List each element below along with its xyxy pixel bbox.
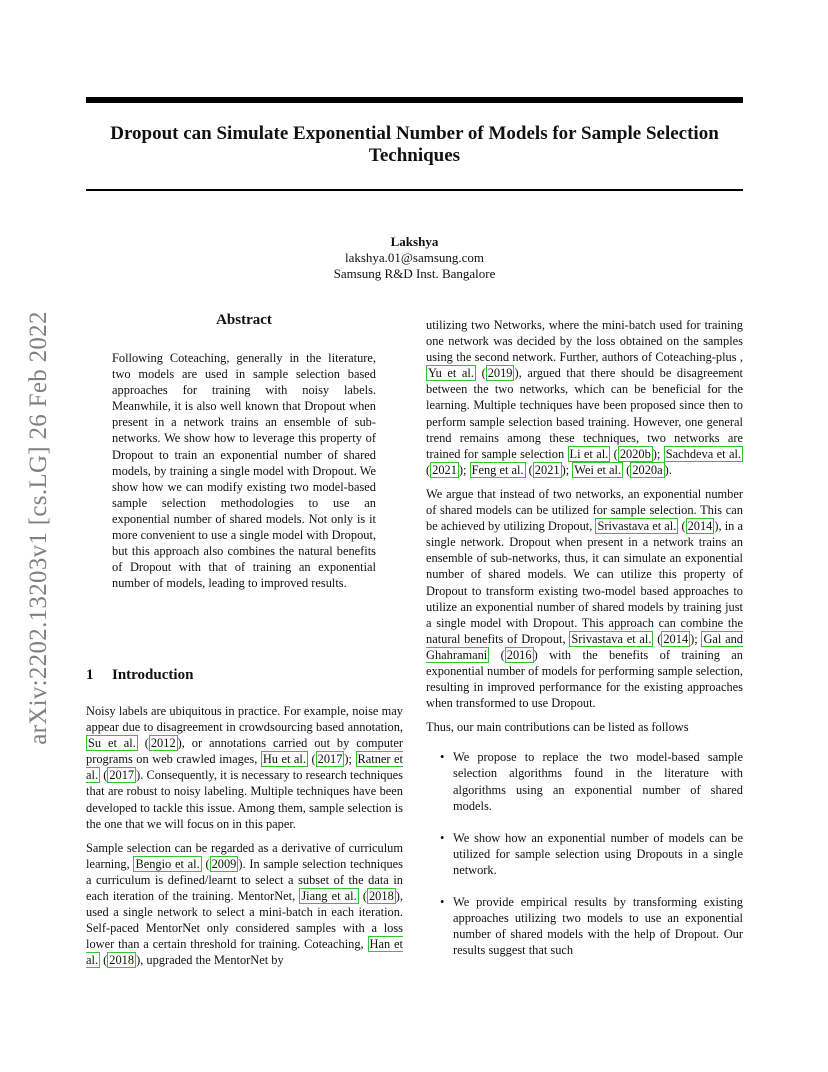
citation-link[interactable]: Su et al. [88, 736, 136, 751]
citation-link[interactable]: 2021 [432, 462, 457, 477]
citation-link[interactable]: Sachdeva et al. [665, 446, 741, 461]
citation-link[interactable]: Li et al. [569, 446, 609, 461]
right-column [426, 317, 743, 974]
citation-link[interactable]: Hu et al. [262, 752, 306, 767]
text-run: ( [307, 752, 316, 767]
citation-link[interactable]: 2018 [109, 953, 135, 968]
list-item [426, 749, 743, 813]
text-run: ( [201, 856, 210, 871]
bullet-icon: • [440, 830, 445, 845]
citation-link[interactable]: 2017 [109, 768, 135, 783]
section-heading-introduction [86, 667, 193, 684]
text-run: ( [525, 462, 533, 477]
title-rule [86, 189, 743, 191]
text-run: ), in a single network. Dropout when present in a network trains an ensemble of sub-networks, thus, it can simulate an exponential number of shared models. We can utilize this property of Dropout to transform existing two-model based approaches to utilize an exponential number of shared models by training just a single model with Dropout. This approach can combine the natural benefits of Dropout, [426, 519, 743, 646]
list-item-text: We propose to replace the two model-based sample selection algorithms found in the literature with algorithms using an exponential number of shared models. [453, 750, 743, 813]
citation-link[interactable]: 2009 [211, 856, 237, 871]
text-run: ( [610, 446, 618, 461]
text-run: ( [426, 462, 431, 477]
section-title: Introduction [112, 667, 194, 683]
text-run: ); [344, 752, 356, 767]
text-run: Sample selection can be regarded as a derivative of curriculum learning, [86, 840, 403, 871]
citation-link[interactable]: Han et al. [86, 937, 403, 968]
section-number: 1 [86, 667, 94, 683]
text-run: ), used a single network to select a mini-batch in each iteration. Self-paced MentorNet only considered samples with a loss lower than a certain threshold for training. Coteaching, [86, 889, 403, 952]
citation-link[interactable]: Yu et al. [428, 366, 474, 381]
text-run: Noisy labels are ubiquitous in practice. For example, noise may appear due to disagreement in crowdsourcing based annotation, [86, 704, 403, 735]
citation-link[interactable]: Srivastava et al. [571, 631, 652, 646]
top-rule [86, 97, 743, 103]
text-run: ). In sample selection techniques a curriculum is defined/learnt to select a subset of the data in each iteration of the training. MentorNet, [86, 856, 403, 904]
intro-paragraph-2 [86, 840, 403, 969]
author-block [86, 234, 743, 282]
abstract-text: Following Coteaching, generally in the literature, two models are used in sample selection based approaches for training with noisy labels. Meanwhile, it is also well known that Dropout when present in a network trains an ensemble of sub-networks. We show how to leverage this property of Dropout to train an exponential number of shared models, by training a single model with Dropout. We show how we can modify existing two model-based sample selection methodologies to use an exponential number of shared models. Not only is it more convenient to use a single model with Dropout, but this approach also combines the natural benefits of Dropout with that of training an exponential number of models, leading to improved results. [112, 351, 376, 591]
text-run: ). [664, 462, 672, 477]
text-run: ) with the benefits of training an exponential number of models for performing sample selection, resulting in improved performance for the existing approaches when transformed to use Dropout. [426, 647, 743, 711]
text-run: ); [652, 446, 664, 461]
citation-link[interactable]: Bengio et al. [135, 856, 200, 871]
citation-link[interactable]: Feng et al. [471, 462, 524, 477]
citation-link[interactable]: 2019 [487, 366, 513, 381]
list-item [426, 894, 743, 958]
citation-link[interactable]: Jiang et al. [301, 889, 357, 904]
text-run: ( [100, 953, 108, 968]
citation-link[interactable]: 2020a [632, 462, 663, 477]
citation-link[interactable]: 2014 [663, 631, 689, 646]
text-run: ), or annotations carried out by computer programs on web crawled images, [86, 736, 403, 767]
citation-link[interactable]: Ratner et al. [86, 752, 403, 783]
citation-link[interactable]: 2021 [534, 462, 560, 477]
intro-paragraph-1 [86, 703, 403, 832]
text-run: We argue that instead of two networks, an exponential number of shared models can be utilized for sample selection. This can be achieved by utilizing Dropout, [426, 486, 743, 534]
bullet-icon: • [440, 750, 445, 765]
text-run: ( [358, 889, 367, 904]
arxiv-identifier: arXiv:2202.13203v1 [cs.LG] 26 Feb 2022 [25, 311, 52, 745]
citation-link[interactable]: 2012 [150, 736, 176, 751]
text-run: ( [623, 462, 631, 477]
right-paragraph-1 [426, 317, 743, 478]
citation-link[interactable]: Srivastava et al. [597, 519, 677, 534]
contributions-intro: Thus, our main contributions can be listed as follows [426, 720, 689, 735]
text-run: ); [690, 631, 702, 646]
paper-title: Dropout can Simulate Exponential Number of Models for Sample Selection Techniques [110, 123, 719, 166]
text-run: ), argued that there should be disagreement between the two networks, which can be beneficial for the learning. Multiple techniques have been proposed since then to perform sample selection based training. However, one general trend remains among these techniques, two networks are trained for sample selection [426, 366, 743, 461]
citation-link[interactable]: 2020b [619, 446, 651, 461]
text-run: utilizing two Networks, where the mini-batch used for training one network was decided by the loss obtained on the samples using the second network. Further, authors of Coteaching-plus , [426, 318, 743, 365]
author-name: Lakshya [390, 234, 439, 249]
citation-link[interactable]: Gal and Ghahramani [426, 631, 744, 662]
citation-link[interactable]: 2017 [317, 752, 343, 767]
text-run: ( [489, 647, 505, 662]
text-run: ( [100, 768, 108, 783]
list-item-text: We provide empirical results by transforming existing approaches utilizing two models to use an exponential number of shared models with the help of Dropout. Our results suggest that such [453, 895, 743, 958]
left-column [86, 703, 403, 977]
text-run: ( [137, 736, 149, 751]
citation-link[interactable]: 2014 [687, 519, 713, 534]
citation-link[interactable]: 2016 [506, 647, 532, 662]
contributions-list [426, 749, 743, 958]
text-run: ( [653, 631, 662, 646]
list-item [426, 830, 743, 878]
text-run: ). Consequently, it is necessary to research techniques that are robust to noisy labeling. Multiple techniques have been developed to tackle this issue. Among them, sample selection is the one that we will focus on in this paper. [86, 768, 403, 831]
author-email[interactable]: lakshya.01@samsung.com [344, 250, 485, 265]
text-run: ( [475, 366, 486, 381]
citation-link[interactable]: 2018 [368, 889, 394, 904]
list-item-text: We show how an exponential number of models can be utilized for sample selection using Dropouts in a single network. [453, 830, 743, 877]
text-run: ( [678, 519, 686, 534]
right-paragraph-2 [426, 486, 743, 711]
citation-link[interactable]: Wei et al. [574, 462, 622, 477]
text-run: ); [458, 462, 470, 477]
text-run: ); [561, 462, 573, 477]
text-run: ), upgraded the MentorNet by [136, 953, 284, 968]
abstract-heading: Abstract [216, 312, 272, 328]
author-affiliation: Samsung R&D Inst. Bangalore [333, 266, 496, 281]
bullet-icon: • [440, 895, 445, 909]
